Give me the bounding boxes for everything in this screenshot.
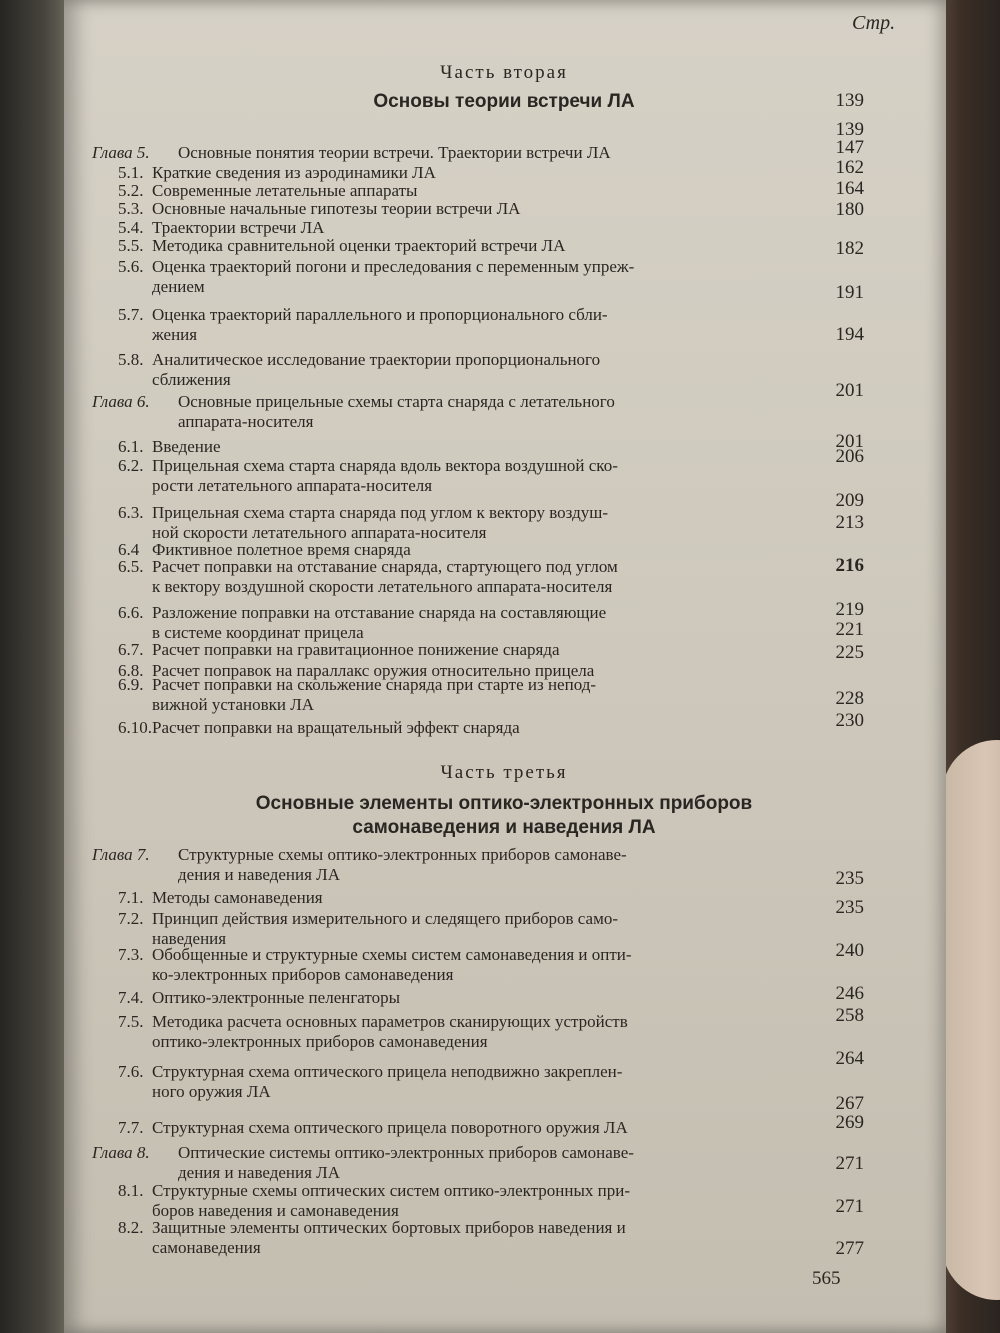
toc-number: 5.1. bbox=[118, 163, 144, 182]
toc-number: Глава 8. bbox=[92, 1143, 150, 1162]
toc-number: 5.4. bbox=[118, 218, 144, 237]
toc-title-continuation: ной скорости летательного аппарата-носителя bbox=[152, 523, 487, 542]
page-number: 206 bbox=[835, 446, 864, 467]
part-three-title: Часть третья bbox=[440, 762, 568, 783]
page-number: 230 bbox=[835, 710, 864, 731]
toc-number: 6.2. bbox=[118, 456, 144, 475]
toc-title: Введение bbox=[152, 437, 221, 456]
page-number: 201 bbox=[835, 380, 864, 401]
toc-section bbox=[118, 1218, 626, 1237]
page-number: 209 bbox=[835, 490, 864, 511]
toc-title: Основные начальные гипотезы теории встречи ЛА bbox=[152, 199, 521, 218]
page-number: 213 bbox=[835, 512, 864, 533]
page-number: 147 bbox=[835, 137, 864, 158]
toc-number: Глава 6. bbox=[92, 392, 150, 411]
toc-section bbox=[118, 675, 596, 694]
toc-chapter bbox=[92, 143, 611, 162]
toc-number: 6.1. bbox=[118, 437, 144, 456]
toc-title: Обобщенные и структурные схемы систем самонаведения и опти- bbox=[152, 945, 632, 964]
toc-section bbox=[118, 503, 608, 522]
part-two-subtitle: Основы теории встречи ЛА bbox=[373, 91, 635, 112]
part-two-title: Часть вторая bbox=[440, 62, 568, 83]
toc-section bbox=[118, 718, 520, 737]
toc-number: 7.7. bbox=[118, 1118, 144, 1137]
page-number: 258 bbox=[835, 1005, 864, 1026]
toc-number: 6.9. bbox=[118, 675, 144, 694]
toc-title: Расчет поправки на гравитационное понижение снаряда bbox=[152, 640, 560, 659]
page-number: 225 bbox=[835, 642, 864, 663]
toc-title: Оптические системы оптико-электронных приборов самонаве- bbox=[178, 1143, 634, 1162]
page-number: 267 bbox=[835, 1093, 864, 1114]
toc-title-continuation: наведения bbox=[152, 929, 227, 948]
page-number: 194 bbox=[835, 324, 864, 345]
toc-title: Структурная схема оптического прицела неподвижно закреплен- bbox=[152, 1062, 623, 1081]
page-number: 182 bbox=[835, 238, 864, 259]
toc-section bbox=[118, 988, 400, 1007]
toc-title: Расчет поправки на отставание снаряда, стартующего под углом bbox=[152, 557, 618, 576]
toc-section bbox=[118, 603, 606, 622]
toc-number: 5.3. bbox=[118, 199, 144, 218]
toc-title: Прицельная схема старта снаряда под углом к вектору воздуш- bbox=[152, 503, 608, 522]
toc-number: 5.7. bbox=[118, 305, 144, 324]
page-number: 246 bbox=[835, 983, 864, 1004]
toc-title: Аналитическое исследование траектории пропорционального bbox=[152, 350, 601, 369]
page-number: 271 bbox=[835, 1153, 864, 1174]
toc-number: 6.5. bbox=[118, 557, 144, 576]
toc-title: Прицельная схема старта снаряда вдоль вектора воздушной ско- bbox=[152, 456, 618, 475]
toc-title-continuation: дения и наведения ЛА bbox=[178, 1163, 340, 1182]
toc-title: Траектории встречи ЛА bbox=[152, 218, 325, 237]
toc-title-continuation: вижной установки ЛА bbox=[152, 695, 315, 714]
toc-section bbox=[118, 257, 634, 276]
toc-section bbox=[118, 945, 632, 964]
toc-title: Структурная схема оптического прицела поворотного оружия ЛА bbox=[152, 1118, 628, 1137]
toc-title-continuation: сближения bbox=[152, 370, 231, 389]
toc-title: Структурные схемы оптико-электронных приборов самонаве- bbox=[178, 845, 627, 864]
book-page bbox=[64, 0, 946, 1333]
toc-section bbox=[118, 236, 565, 255]
holding-thumb bbox=[942, 740, 1000, 1300]
page-number: 228 bbox=[835, 688, 864, 709]
toc-number: 6.7. bbox=[118, 640, 144, 659]
toc-chapter bbox=[92, 1143, 634, 1162]
toc-section bbox=[118, 218, 324, 237]
toc-number: 6.4 bbox=[118, 540, 140, 559]
toc-title: Методика расчета основных параметров сканирующих устройств bbox=[152, 1012, 628, 1031]
toc-number: Глава 5. bbox=[92, 143, 150, 162]
toc-title-continuation: дением bbox=[152, 277, 205, 296]
toc-title-continuation: оптико-электронных приборов самонаведения bbox=[152, 1032, 488, 1051]
toc-title: Основные прицельные схемы старта снаряда с летательного bbox=[178, 392, 615, 411]
toc-title: Фиктивное полетное время снаряда bbox=[152, 540, 411, 559]
toc-number: 8.2. bbox=[118, 1218, 144, 1237]
toc-number: 5.2. bbox=[118, 181, 144, 200]
toc-number: 7.1. bbox=[118, 888, 144, 907]
toc-title-continuation: рости летательного аппарата-носителя bbox=[152, 476, 433, 495]
toc-number: 5.8. bbox=[118, 350, 144, 369]
toc-title-continuation: ко-электронных приборов самонаведения bbox=[152, 965, 454, 984]
toc-section bbox=[118, 888, 323, 907]
toc-number: 6.8. bbox=[118, 661, 144, 680]
toc-number: 7.4. bbox=[118, 988, 144, 1007]
page-number: 240 bbox=[835, 940, 864, 961]
toc-section bbox=[118, 181, 417, 200]
page-number: 269 bbox=[835, 1112, 864, 1133]
toc-title: Методика сравнительной оценки траекторий встречи ЛА bbox=[152, 236, 566, 255]
page-number: 216 bbox=[835, 555, 864, 576]
toc-chapter bbox=[92, 845, 627, 864]
toc-title: Основные понятия теории встречи. Траектории встречи ЛА bbox=[178, 143, 611, 162]
page-number: 139 bbox=[835, 90, 864, 111]
folio-page-number: 565 bbox=[812, 1268, 841, 1289]
page-number: 164 bbox=[835, 178, 864, 199]
page-number: 264 bbox=[835, 1048, 864, 1069]
toc-title: Защитные элементы оптических бортовых приборов наведения и bbox=[152, 1218, 626, 1237]
toc-title-continuation: к вектору воздушной скорости летательного аппарата-носителя bbox=[152, 577, 613, 596]
toc-number: Глава 7. bbox=[92, 845, 150, 864]
toc-number: 7.3. bbox=[118, 945, 144, 964]
part-three-subtitle-line2: самонаведения и наведения ЛА bbox=[352, 817, 656, 838]
toc-number: 7.6. bbox=[118, 1062, 144, 1081]
toc-title-continuation: ного оружия ЛА bbox=[152, 1082, 271, 1101]
toc-title: Оптико-электронные пеленгаторы bbox=[152, 988, 401, 1007]
toc-section bbox=[118, 557, 618, 576]
toc-section bbox=[118, 456, 618, 475]
toc-section bbox=[118, 1118, 628, 1137]
toc-title: Структурные схемы оптических систем оптико-электронных при- bbox=[152, 1181, 631, 1200]
toc-section bbox=[118, 909, 618, 928]
toc-title-continuation: жения bbox=[152, 325, 198, 344]
toc-number: 5.6. bbox=[118, 257, 144, 276]
toc-title: Методы самонаведения bbox=[152, 888, 323, 907]
toc-section bbox=[118, 199, 520, 218]
page-number: 277 bbox=[835, 1238, 864, 1259]
toc-title: Разложение поправки на отставание снаряда на составляющие bbox=[152, 603, 607, 622]
page-number: 235 bbox=[835, 868, 864, 889]
page-number: 221 bbox=[835, 619, 864, 640]
toc-title: Оценка траекторий параллельного и пропорционального сбли- bbox=[152, 305, 608, 324]
toc-title-continuation: самонаведения bbox=[152, 1238, 261, 1257]
toc-number: 7.2. bbox=[118, 909, 144, 928]
toc-number: 6.3. bbox=[118, 503, 144, 522]
toc-number: 8.1. bbox=[118, 1181, 144, 1200]
toc-title-continuation: в системе координат прицела bbox=[152, 623, 364, 642]
page-number: 271 bbox=[835, 1196, 864, 1217]
toc-title-continuation: аппарата-носителя bbox=[178, 412, 314, 431]
toc-section bbox=[118, 350, 600, 369]
toc-title: Краткие сведения из аэродинамики ЛА bbox=[152, 163, 436, 182]
toc-section bbox=[118, 1012, 628, 1031]
page-number: 180 bbox=[835, 199, 864, 220]
page-number: 201 bbox=[835, 431, 864, 452]
toc-section bbox=[118, 1181, 630, 1200]
page-number: 219 bbox=[835, 599, 864, 620]
toc-chapter bbox=[92, 392, 615, 411]
toc-number: 6.6. bbox=[118, 603, 144, 622]
page-number: 162 bbox=[835, 157, 864, 178]
page-number: 235 bbox=[835, 897, 864, 918]
part-three-subtitle-line1: Основные элементы оптико-электронных приборов bbox=[255, 793, 753, 814]
toc-number: 6.10. bbox=[118, 718, 152, 737]
toc-title: Оценка траекторий погони и преследования с переменным упреж- bbox=[152, 257, 635, 276]
page-column-label: Стр. bbox=[852, 12, 896, 34]
toc-section bbox=[118, 305, 608, 324]
toc-title-continuation: боров наведения и самонаведения bbox=[152, 1201, 399, 1220]
toc-title: Расчет поправок на параллакс оружия относительно прицела bbox=[152, 661, 595, 680]
toc-title: Современные летательные аппараты bbox=[152, 181, 418, 200]
toc-section bbox=[118, 163, 436, 182]
toc-title: Расчет поправки на вращательный эффект снаряда bbox=[152, 718, 520, 737]
toc-title-continuation: дения и наведения ЛА bbox=[178, 865, 340, 884]
toc-number: 7.5. bbox=[118, 1012, 144, 1031]
page-number: 139 bbox=[835, 119, 864, 140]
page-number: 191 bbox=[835, 282, 864, 303]
toc-title: Расчет поправки на скольжение снаряда при старте из непод- bbox=[152, 675, 597, 694]
toc-section bbox=[118, 437, 221, 456]
toc-title: Принцип действия измерительного и следящего приборов само- bbox=[152, 909, 618, 928]
toc-section bbox=[118, 1062, 622, 1081]
toc-section bbox=[118, 640, 560, 659]
toc-number: 5.5. bbox=[118, 236, 144, 255]
